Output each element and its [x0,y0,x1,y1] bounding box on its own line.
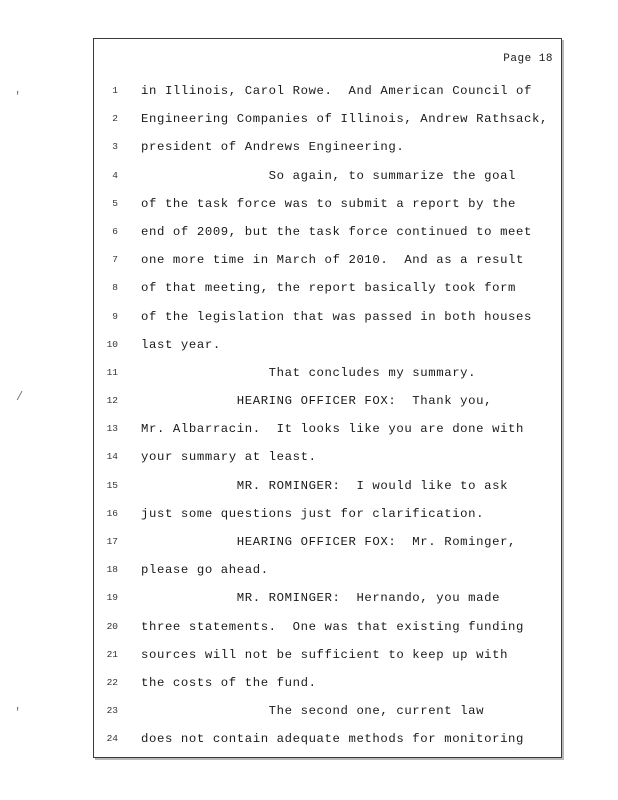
line-number: 12 [106,395,118,407]
line-text: of that meeting, the report basically took form [141,281,517,296]
transcript-line [94,331,563,359]
line-number: 19 [106,592,118,604]
line-text: just some questions just for clarification. [141,506,485,521]
transcript-line [94,697,563,725]
line-text: MR. ROMINGER: Hernando, you made [141,591,501,606]
line-text: does not contain adequate methods for monitoring [141,732,525,747]
transcript-line [94,584,563,612]
transcript-line [94,415,563,443]
transcript-line [94,472,563,500]
line-number: 1 [112,85,118,96]
margin-tick-mark: ' [14,706,22,720]
line-number: 14 [106,451,118,463]
line-number: 9 [112,310,118,322]
line-text: sources will not be sufficient to keep up with [141,647,509,662]
transcript-line [94,613,563,641]
margin-tick-mark: ' [14,90,22,104]
line-number: 8 [112,282,118,294]
line-text: Mr. Albarracin. It looks like you are done with [141,422,525,437]
line-number: 4 [112,169,118,181]
line-number: 11 [106,366,118,378]
transcript-page [93,38,562,758]
line-number: 7 [112,254,118,266]
transcript-line [94,528,563,556]
line-text: president of Andrews Engineering. [141,140,405,155]
transcript-line [94,246,563,274]
frame-shadow-bottom [95,758,564,760]
line-text: That concludes my summary. [141,365,477,380]
transcript-line [94,359,563,387]
line-text: HEARING OFFICER FOX: Thank you, [141,394,493,409]
transcript-line [94,443,563,471]
line-text: end of 2009, but the task force continued to meet [141,224,532,239]
line-text: the costs of the fund. [141,675,317,690]
line-number: 15 [106,479,118,491]
line-text: of the legislation that was passed in both houses [141,309,532,324]
transcript-line [94,556,563,584]
transcript-line [94,725,563,753]
line-number: 24 [106,733,118,745]
line-text: your summary at least. [141,450,317,465]
transcript-line [94,190,563,218]
line-text: The second one, current law [141,704,485,719]
line-number: 18 [106,564,118,576]
line-number: 13 [106,423,118,435]
line-text: please go ahead. [141,563,269,578]
transcript-line [94,500,563,528]
line-text: of the task force was to submit a report by the [141,196,517,211]
transcript-line [94,274,563,302]
line-number: 2 [112,113,118,125]
line-number: 23 [106,705,118,717]
transcript-lines [94,77,563,754]
line-number: 5 [112,197,118,209]
page-number: Page 18 [503,53,553,65]
line-number: 17 [106,536,118,547]
line-text: one more time in March of 2010. And as a result [141,253,525,268]
line-number: 22 [106,676,118,688]
line-number: 20 [106,620,118,632]
line-text: MR. ROMINGER: I would like to ask [141,478,509,493]
transcript-line [94,105,563,133]
line-number: 3 [112,141,118,153]
margin-tick-mark: / [16,390,24,404]
line-number: 16 [106,507,118,519]
line-text: HEARING OFFICER FOX: Mr. Rominger, [141,535,517,549]
line-number: 10 [106,338,118,350]
transcript-line [94,387,563,415]
line-text: three statements. One was that existing funding [141,619,525,634]
line-number: 6 [112,225,118,237]
line-text: Engineering Companies of Illinois, Andrew Rathsack, [141,112,548,127]
transcript-line [94,133,563,161]
transcript-line [94,162,563,190]
line-text: last year. [141,337,221,352]
line-number: 21 [106,648,118,660]
line-text: So again, to summarize the goal [141,168,517,183]
transcript-line [94,303,563,331]
transcript-line [94,77,563,105]
line-text: in Illinois, Carol Rowe. And American Council of [141,84,532,98]
transcript-line [94,641,563,669]
transcript-line [94,669,563,697]
transcript-line [94,218,563,246]
